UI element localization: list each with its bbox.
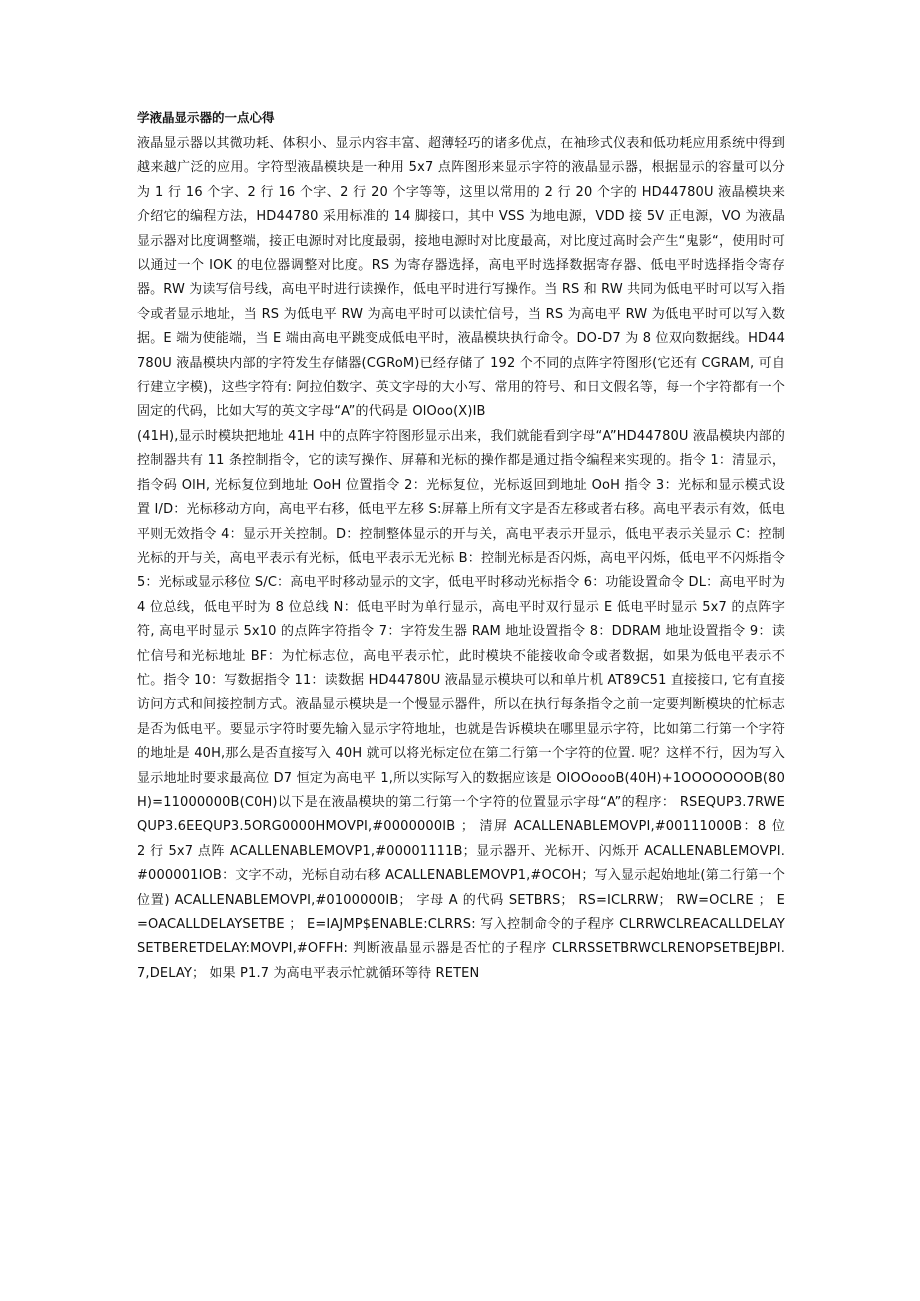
paragraph-1: 液晶显示器以其微功耗、体积小、显示内容丰富、超薄轻巧的诸多优点，在袖珍式仪表和低功耗应用系统中得到越来越广泛的应用。字符型液晶模块是一种用 5x7 点阵图形来显示字符的液晶显示器，根据显示的容量可以分为 1 行 16 个字、2 行 16 个字、2 行 20 个字等等，这里以常用的 2 行 20 个字的 HD44780U 液晶模块来介绍它的编程方法，HD44780 采用标准的 14 脚接口，其中 VSS 为地电源，VDD 接 5V 正电源，VO 为液晶显示器对比度调整端，接正电源时对比度最弱，接地电源时对比度最高，对比度过高时会产生“鬼影“，使用时可以通过一个 IOK 的电位器调整对比度。RS 为寄存器选择，高电平时选择数据寄存器、低电平时选择指令寄存器。RW 为读写信号线，高电平时进行读操作，低电平时进行写操作。当 RS 和 RW 共同为低电平时可以写入指令或者显示地址，当 RS 为低电平 RW 为高电平时可以读忙信号，当 RS 为高电平 RW 为低电平时可以写入数据。E 端为使能端，当 E 端由高电平跳变成低电平时，液晶模块执行命令。DO-D7 为 8 位双向数据线。HD44780U 液晶模块内部的字符发生存储器(CGRoM)已经存储了 192 个不同的点阵字符图形(它还有 CGRAM, 可自行建立字模)，这些字符有: 阿拉伯数字、英文字母的大小写、常用的符号、和日文假名等，每一个字符都有一个固定的代码，比如大写的英文字母“A”的代码是 OlOoo(X)IB [137, 136, 785, 420]
document-page [137, 108, 785, 986]
document-body [137, 132, 785, 986]
document-title: 学液晶显示器的一点心得 [137, 110, 275, 125]
paragraph-2: (41H),显示时模块把地址 41H 中的点阵字符图形显示出来，我们就能看到字母“A”HD44780U 液晶模块内部的控制器共有 11 条控制指令，它的读写操作、屏幕和光标的操作都是通过指令编程来实现的。指令 1：清显示，指令码 OlH, 光标复位到地址 OoH 位置指令 2：光标复位，光标返回到地址 OoH 指令 3：光标和显示模式设置 I/D：光标移动方向，高电平右移，低电平左移 S:屏幕上所有文字是否左移或者右移。高电平表示有效，低电平则无效指令 4：显示开关控制。D：控制整体显示的开与关，高电平表示开显示，低电平表示关显示 C：控制光标的开与关，高电平表示有光标，低电平表示无光标 B：控制光标是否闪烁，高电平闪烁，低电平不闪烁指令 5：光标或显示移位 S/C：高电平时移动显示的文字，低电平时移动光标指令 6：功能设置命令 DL：高电平时为 4 位总线，低电平时为 8 位总线 N：低电平时为单行显示，高电平时双行显示 E 低电平时显示 5x7 的点阵字符, 高电平时显示 5x10 的点阵字符指令 7：字符发生器 RAM 地址设置指令 8：DDRAM 地址设置指令 9：读忙信号和光标地址 BF：为忙标志位，高电平表示忙，此时模块不能接收命令或者数据，如果为低电平表示不忙。指令 10：写数据指令 11：读数据 HD44780U 液晶显示模块可以和单片机 AT89C51 直接接口, 它有直接访问方式和间接控制方式。液晶显示模块是一个慢显示器件，所以在执行每条指令之前一定要判断模块的忙标志是否为低电平。要显示字符时要先输入显示字符地址，也就是告诉模块在哪里显示字符，比如第二行第一个字符的地址是 40H,那么是否直接写入 40H 就可以将光标定位在第二行第一个字符的位置. 呢？这样不行，因为写入显示地址时要求最高位 D7 恒定为高电平 1,所以实际写入的数据应该是 OlOOoooB(40H)+1OOOOOOOB(80H)=11000000B(C0H)以下是在液晶模块的第二行第一个字符的位置显示字母“A”的程序： RSEQUP3.7RWEQUP3.6EEQUP3.5ORG0000HMOVPI,#0000000IB ； 清屏 ACALLENABLEMOVPI,#00111000B：8 位 2 行 5x7 点阵 ACALLENABLEMOVP1,#00001111B；显示器开、光标开、闪烁开 ACALLENABLEMOVPI.#000001IOB：文字不动，光标自动右移 ACALLENABLEMOVP1,#OCOH；写入显示起始地址(第二行第一个位置) ACALLENABLEMOVPI,#0100000IB； 字母 A 的代码 SETBRS； RS=ICLRRW； RW=OCLRE ； E=OACALLDELAYSETBE ； E=IAJMP$ENABLE:CLRRS: 写入控制命令的子程序 CLRRWCLREACALLDELAYSETBERETDELAY:MOVPI,#OFFH: 判断液晶显示器是否忙的子程序 CLRRSSETBRWCLRENOPSETBEJBPI.7,DELAY； 如果 P1.7 为高电平表示忙就循环等待 RETEN [137, 428, 786, 981]
